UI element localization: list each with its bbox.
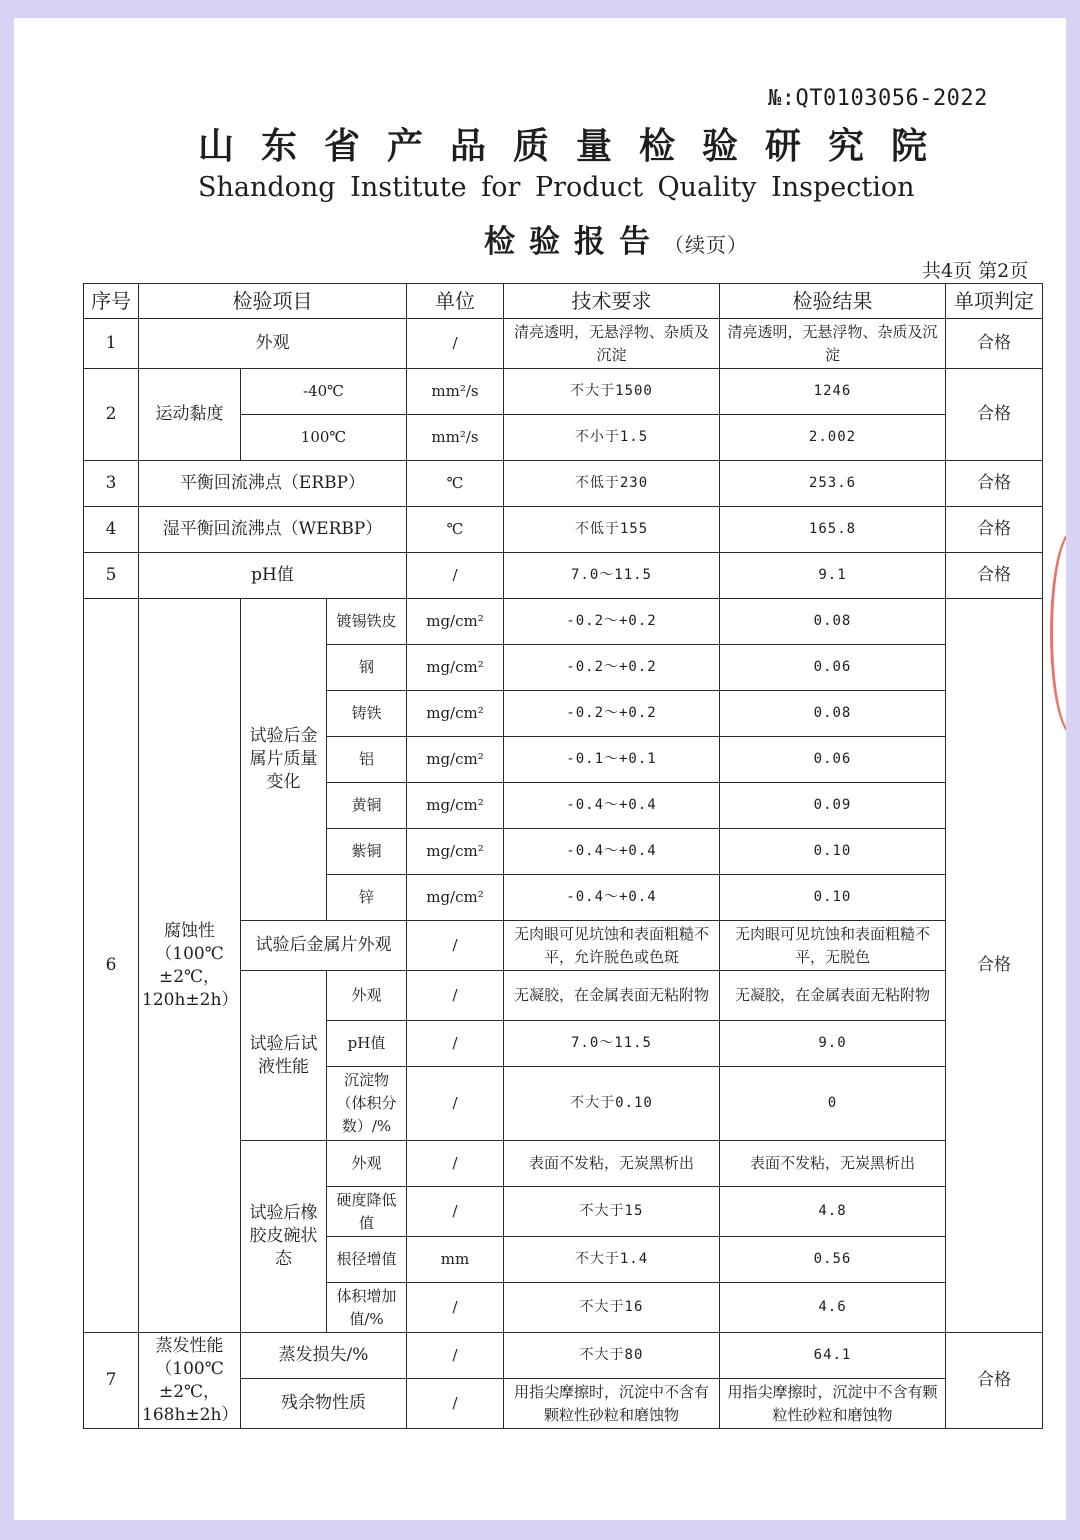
table-row: 6 腐蚀性（100℃±2℃，120h±2h） 试验后金属片质量变化 镀锡铁皮 mg/cm² -0.2～+0.2 0.08 合格: [84, 599, 1043, 645]
red-seal-stamp: [1050, 530, 1066, 736]
table-row: 黄铜 mg/cm² -0.4～+0.4 0.09: [84, 783, 1043, 829]
header-seq: 序号: [84, 284, 139, 319]
header-judgement: 单项判定: [946, 284, 1043, 319]
table-row: 铸铁 mg/cm² -0.2～+0.2 0.08: [84, 691, 1043, 737]
header-unit: 单位: [407, 284, 504, 319]
report-title: [484, 216, 748, 261]
table-row: pH值 / 7.0～11.5 9.0: [84, 1021, 1043, 1067]
table-row: 4 湿平衡回流沸点（WERBP） ℃ 不低于155 165.8 合格: [84, 507, 1043, 553]
table-row: 铝 mg/cm² -0.1～+0.1 0.06: [84, 737, 1043, 783]
report-page: [14, 18, 1066, 1520]
page-count: 共4页 第2页: [922, 260, 1029, 282]
header-requirement: 技术要求: [504, 284, 720, 319]
institute-name-cn: 山东省产品质量检验研究院: [198, 125, 955, 167]
table-row: 体积增加值/% / 不大于16 4.6: [84, 1283, 1043, 1333]
table-row: 5 pH值 / 7.0～11.5 9.1 合格: [84, 553, 1043, 599]
table-row: 沉淀物（体积分数）/% / 不大于0.10 0: [84, 1067, 1043, 1141]
table-row: 钢 mg/cm² -0.2～+0.2 0.06: [84, 645, 1043, 691]
table-row: 试验后橡胶皮碗状态 外观 / 表面不发粘，无炭黑析出 表面不发粘，无炭黑析出: [84, 1141, 1043, 1187]
table-row: 试验后金属片外观 / 无肉眼可见坑蚀和表面粗糙不平，允许脱色或色斑 无肉眼可见坑蚀和表面粗糙不平，无脱色: [84, 921, 1043, 971]
table-row: 锌 mg/cm² -0.4～+0.4 0.10: [84, 875, 1043, 921]
report-title-suffix: （续页）: [664, 233, 748, 257]
table-row: 残余物性质 / 用指尖摩擦时，沉淀中不含有颗粒性砂粒和磨蚀物 用指尖摩擦时，沉淀中不含有颗粒性砂粒和磨蚀物: [84, 1379, 1043, 1429]
header-result: 检验结果: [720, 284, 946, 319]
inspection-table: [83, 283, 1043, 1429]
table-row: 根径增值 mm 不大于1.4 0.56: [84, 1237, 1043, 1283]
table-header-row: [84, 284, 1043, 319]
table-row: 紫铜 mg/cm² -0.4～+0.4 0.10: [84, 829, 1043, 875]
table-row: 硬度降低值 / 不大于15 4.8: [84, 1187, 1043, 1237]
table-row: 7 蒸发性能（100℃±2℃，168h±2h） 蒸发损失/% / 不大于80 64.1 合格: [84, 1333, 1043, 1379]
table-row: 100℃ mm²/s 不小于1.5 2.002: [84, 415, 1043, 461]
table-row: 1 外观 / 清亮透明，无悬浮物、杂质及沉淀 清亮透明，无悬浮物、杂质及沉淀 合格: [84, 319, 1043, 369]
institute-name-en: Shandong Institute for Product Quality Inspection: [198, 172, 915, 203]
table-row: 试验后试液性能 外观 / 无凝胶，在金属表面无粘附物 无凝胶，在金属表面无粘附物: [84, 971, 1043, 1021]
header-item: 检验项目: [139, 284, 407, 319]
table-row: 2 运动黏度 -40℃ mm²/s 不大于1500 1246 合格: [84, 369, 1043, 415]
table-row: 3 平衡回流沸点（ERBP） ℃ 不低于230 253.6 合格: [84, 461, 1043, 507]
report-title-text: 检验报告: [484, 224, 664, 260]
report-number: №:QT0103056-2022: [768, 86, 988, 111]
